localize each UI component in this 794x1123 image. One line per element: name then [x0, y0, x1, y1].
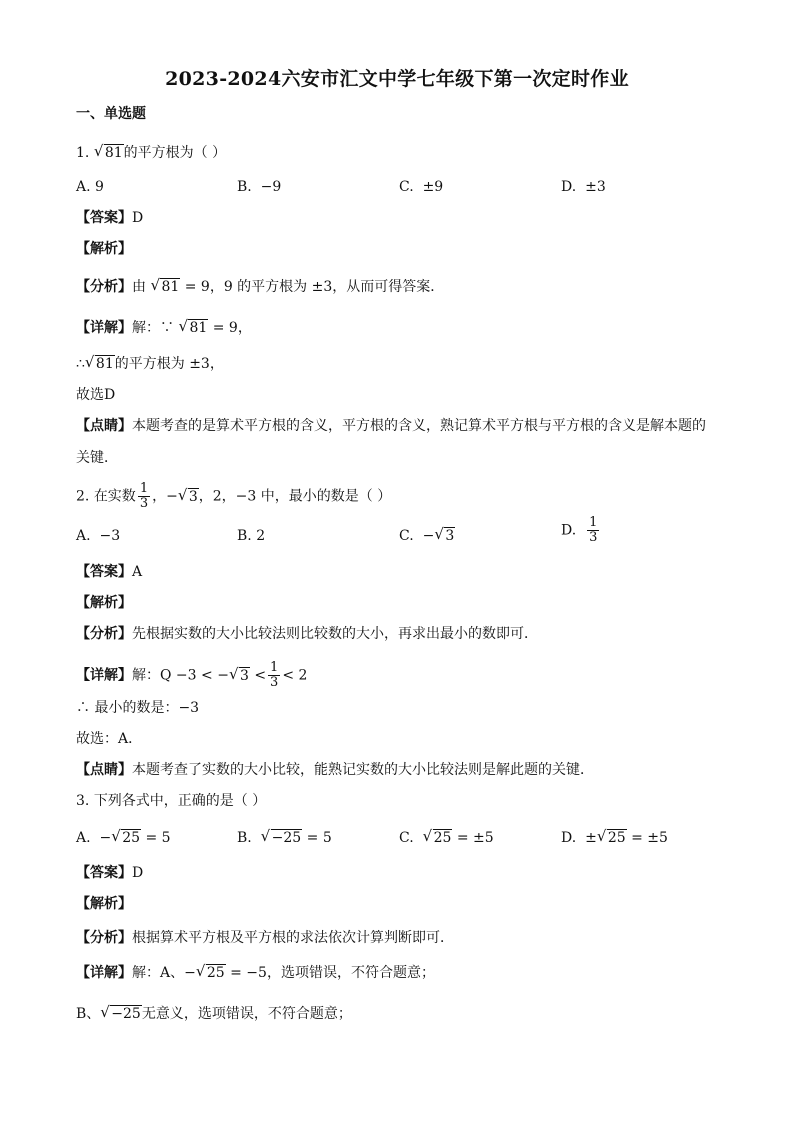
q1-option-d: D. ±3: [561, 179, 606, 195]
q2-option-d: D. $\frac{1}{3}$: [561, 515, 598, 545]
question-text: 的平方根为（ ）: [123, 145, 227, 161]
q2-answer: 【答案】A: [76, 564, 143, 580]
q1-comment-cont: 关键．: [76, 450, 118, 466]
q2-option-c: C. −√ 3: [399, 526, 455, 546]
section-heading: 一、单选题: [76, 106, 146, 122]
question-number: 3.: [76, 793, 90, 809]
q2-comment: 【点睛】本题考查了实数的大小比较，能熟记实数的大小比较法则是解此题的关键．: [76, 762, 594, 778]
q2-analysis-heading: 【解析】: [76, 595, 132, 611]
q3-answer: 【答案】D: [76, 865, 144, 881]
q1-fenxi: 【分析】由 √ 81 = 9，9 的平方根为 ±3，从而可得答案．: [76, 277, 444, 297]
question-3-stem: 3. 下列各式中，正确的是（ ）: [76, 793, 267, 809]
q3-detail-b: B、√ −25无意义，选项错误，不符合题意；: [76, 1004, 352, 1024]
question-1-stem: [76, 143, 226, 163]
q1-choose: 故选D: [76, 387, 116, 403]
question-number: 1.: [76, 145, 90, 161]
q2-option-b: B. 2: [237, 528, 266, 544]
q3-option-c: C. √ 25 = ±5: [399, 828, 494, 848]
q3-fenxi: 【分析】根据算术平方根及平方根的求法依次计算判断即可．: [76, 930, 454, 946]
q1-analysis-heading: 【解析】: [76, 241, 132, 257]
q3-option-d: D. ±√ 25 = ±5: [561, 828, 668, 848]
q3-detail-a: 【详解】解：A、−√ 25 = −5，选项错误，不符合题意；: [76, 963, 435, 983]
q2-choose: 故选：A．: [76, 731, 143, 747]
q1-therefore: ∴√ 81的平方根为 ±3，: [76, 354, 224, 374]
q2-min-line: ∴ 最小的数是：−3: [76, 700, 200, 716]
q3-option-a: A. −√ 25 = 5: [76, 828, 171, 848]
page-title: 2023-2024六安市汇文中学七年级下第一次定时作业: [165, 68, 629, 90]
q1-answer: 【答案】D: [76, 210, 144, 226]
q2-fenxi: 【分析】先根据实数的大小比较法则比较数的大小，再求出最小的数即可．: [76, 626, 538, 642]
q1-comment: 【点睛】本题考查的是算术平方根的含义，平方根的含义，熟记算术平方根与平方根的含义是解本题的: [76, 418, 706, 434]
q1-option-b: B. −9: [237, 179, 282, 195]
question-number: 2.: [76, 488, 90, 505]
q3-analysis-heading: 【解析】: [76, 896, 132, 912]
question-2-stem: 2. 在实数 $\frac{1}{3}$ ，−√ 3，2，−3 中，最小的数是（ ）: [76, 482, 391, 511]
fraction: $\frac{1}{3}$: [139, 481, 149, 511]
q3-option-b: B. √ −25 = 5: [237, 828, 332, 848]
q2-detail: 【详解】解：Q −3 < −√ 3 < $\frac{1}{3}$ < 2: [76, 661, 307, 690]
q1-detail: 【详解】解：∵ √ 81 = 9，: [76, 318, 252, 338]
q1-option-a: A. 9: [76, 179, 104, 195]
q1-option-c: C. ±9: [399, 179, 444, 195]
sqrt-expression: √ 81: [95, 143, 124, 163]
q2-option-a: A. −3: [76, 528, 121, 544]
